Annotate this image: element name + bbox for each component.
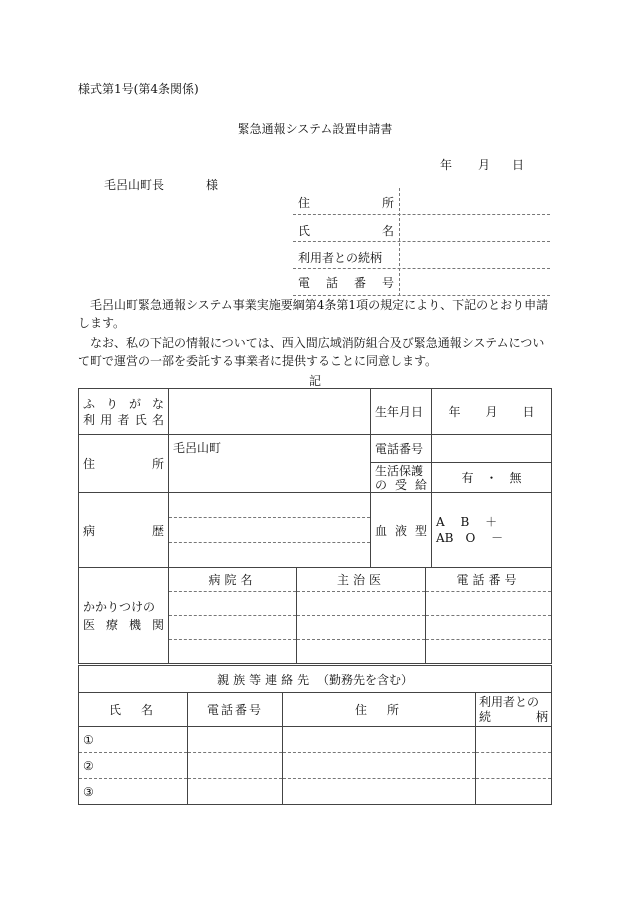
hospital-header: 病院名 (169, 568, 297, 592)
honorific: 様 (206, 178, 219, 192)
blood-label: 血 液 型 (375, 523, 427, 538)
welfare-options[interactable]: 有 ・ 無 (432, 463, 552, 493)
contact-phone-header: 電話番号 (188, 693, 283, 727)
doctor-header: 主治医 (297, 568, 426, 592)
date-day: 日 (512, 158, 525, 172)
doctor-label-line1: かかりつけの (83, 599, 156, 614)
table-row (79, 779, 552, 805)
contact-relation-line2: 続 柄 (479, 709, 549, 724)
doctor-cell-1[interactable] (297, 592, 426, 616)
user-name-label: 利 用 者 氏 名 (83, 412, 164, 427)
contact-relation-cell-1[interactable] (476, 727, 552, 753)
hospital-cell-2[interactable] (169, 616, 297, 640)
history-label-cell (79, 493, 169, 568)
birthdate-label: 生年月日 (371, 389, 432, 435)
history-field[interactable] (169, 493, 371, 568)
contact-address-cell-1[interactable] (283, 727, 476, 753)
welfare-label-line1: 生活保護 (375, 463, 424, 478)
birthdate-day: 日 (522, 405, 535, 419)
contact-phone-cell-2[interactable] (188, 753, 283, 779)
contact-row-marker-1: ① (79, 727, 188, 753)
applicant-line-1 (293, 214, 550, 215)
doctor-label-cell (79, 568, 169, 664)
consent-paragraph: なお、私の下記の情報については、西入間広域消防組合及び緊急通報システムについて町で運営の一部を委託する事業者に提供することに同意します。 (78, 336, 545, 368)
declaration-paragraph: 毛呂山町緊急通報システム事業実施要綱第4条第1項の規定により、下記のとおり申請します。 (78, 298, 549, 330)
applicant-line-3 (293, 268, 550, 269)
contact-relation-header (476, 693, 552, 727)
medical-phone-cell-2[interactable] (426, 616, 552, 640)
history-line-2 (169, 542, 370, 543)
birthdate-year: 年 (448, 405, 461, 419)
contact-phone-cell-1[interactable] (188, 727, 283, 753)
address-field[interactable] (169, 435, 371, 493)
history-label: 病 歴 (83, 523, 164, 538)
contacts-section-note: （勤務先を含む） (316, 672, 413, 687)
contact-relation-cell-3[interactable] (476, 779, 552, 805)
blood-label-cell (371, 493, 432, 568)
date-year: 年 (440, 158, 453, 172)
relatives-contact-table (78, 665, 552, 805)
address-label: 住 所 (83, 457, 164, 471)
welfare-label (371, 463, 432, 493)
contact-row-marker-2: ② (79, 753, 188, 779)
applicant-name-label: 氏 名 (298, 224, 394, 238)
form-title: 緊急通報システム設置申請書 (237, 122, 393, 136)
blood-row-1: A B ＋ (436, 515, 498, 529)
applicant-relation-label: 利用者との続柄 (298, 251, 383, 265)
contact-relation-cell-2[interactable] (476, 753, 552, 779)
table-row (79, 727, 552, 753)
doctor-cell-2[interactable] (297, 616, 426, 640)
user-phone-label: 電話番号 (371, 435, 432, 463)
contact-address-cell-2[interactable] (283, 753, 476, 779)
hospital-cell-3[interactable] (169, 640, 297, 664)
contact-name-header: 氏 名 (79, 693, 188, 727)
contact-address-cell-3[interactable] (283, 779, 476, 805)
applicant-address-label: 住 所 (298, 196, 394, 210)
user-info-table (78, 388, 552, 568)
furigana-label-cell (79, 389, 169, 435)
ki-mark: 記 (308, 374, 321, 388)
contact-row-marker-3: ③ (79, 779, 188, 805)
medical-phone-cell-3[interactable] (426, 640, 552, 664)
welfare-label-line2: の 受 給 (375, 477, 427, 492)
contact-relation-line1: 利用者との (479, 694, 540, 709)
medical-phone-cell-1[interactable] (426, 592, 552, 616)
applicant-divider (399, 188, 400, 296)
applicant-line-2 (293, 241, 550, 242)
blood-row-2: AB O － (436, 531, 504, 545)
contact-phone-cell-3[interactable] (188, 779, 283, 805)
furigana-label: ふ り が な (83, 396, 164, 411)
contacts-section-title: 親族等連絡先 (217, 672, 314, 687)
date-month: 月 (478, 158, 491, 172)
medical-phone-header: 電話番号 (426, 568, 552, 592)
contacts-section-title-cell (79, 666, 552, 693)
birthdate-field[interactable] (432, 389, 552, 435)
contact-address-header: 住 所 (283, 693, 476, 727)
doctor-label-line2: 医 療 機 関 (83, 617, 164, 632)
address-prefix: 毛呂山町 (173, 441, 222, 455)
form-number: 様式第1号(第4条関係) (78, 82, 199, 96)
addressee: 毛呂山町長 (104, 178, 165, 192)
hospital-cell-1[interactable] (169, 592, 297, 616)
blood-type-field[interactable] (432, 493, 552, 568)
table-row (79, 753, 552, 779)
applicant-phone-label: 電 話 番 号 (298, 276, 394, 290)
user-name-field[interactable] (169, 389, 371, 435)
doctor-cell-3[interactable] (297, 640, 426, 664)
medical-institution-table (78, 567, 552, 664)
birthdate-month: 月 (485, 405, 498, 419)
user-phone-field[interactable] (432, 435, 552, 463)
history-line-1 (169, 517, 370, 518)
address-label-cell (79, 435, 169, 493)
